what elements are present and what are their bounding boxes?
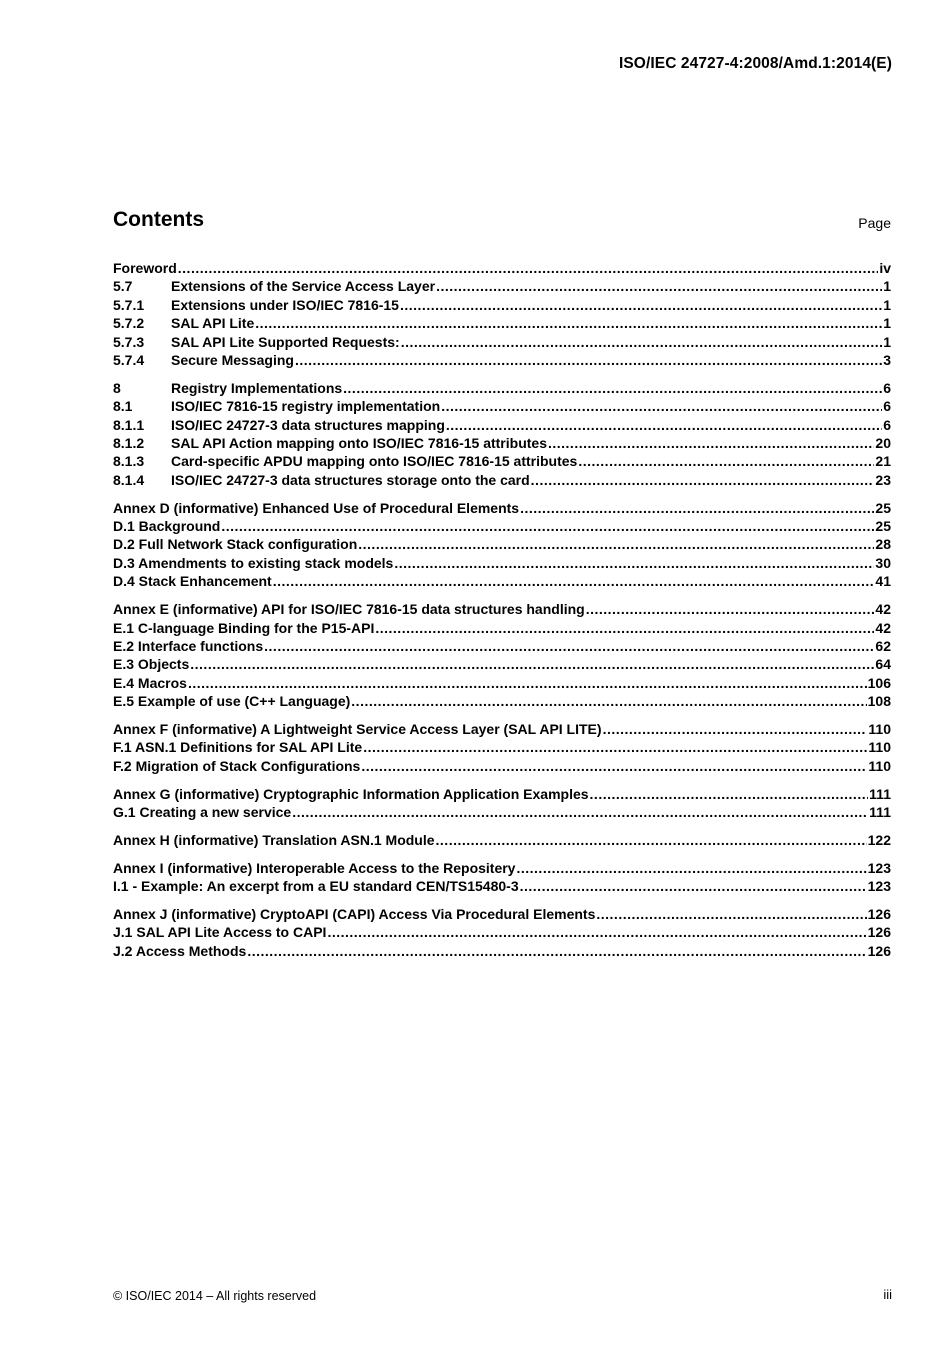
toc-entry-page: 30 bbox=[875, 554, 891, 571]
copyright-notice: © ISO/IEC 2014 – All rights reserved bbox=[113, 1289, 317, 1303]
toc-entry-page: 6 bbox=[883, 379, 891, 396]
toc-dot-leader bbox=[273, 572, 875, 590]
toc-dot-leader bbox=[590, 785, 869, 803]
toc-dot-leader bbox=[255, 314, 882, 332]
toc-entry[interactable] bbox=[113, 517, 891, 535]
toc-dot-leader bbox=[295, 351, 882, 369]
toc-entry[interactable] bbox=[113, 905, 891, 923]
toc-entry-title: D.3 Amendments to existing stack models bbox=[113, 554, 394, 571]
toc-entry-title: D.1 Background bbox=[113, 518, 221, 535]
toc-dot-leader bbox=[520, 877, 867, 895]
toc-entry-title: SAL API Action mapping onto ISO/IEC 7816-15 attributes bbox=[171, 435, 547, 451]
toc-entry-title: E.1 C-language Binding for the P15-API bbox=[113, 619, 375, 636]
toc-entry-title: Card-specific APDU mapping onto ISO/IEC 7816-15 attributes bbox=[171, 453, 578, 470]
toc-entry-page: 64 bbox=[875, 656, 891, 673]
toc-entry-title: Foreword bbox=[113, 259, 177, 276]
toc-entry[interactable] bbox=[113, 619, 891, 637]
toc-entry-page: 42 bbox=[875, 601, 891, 618]
toc-entry-title: Annex I (informative) Interoperable Access to the Repositery bbox=[113, 859, 516, 876]
toc-entry-title: J.2 Access Methods bbox=[113, 942, 247, 959]
toc-dot-leader bbox=[578, 452, 874, 470]
toc-entry[interactable] bbox=[113, 351, 891, 369]
toc-entry-title: Annex J (informative) CryptoAPI (CAPI) Access Via Procedural Elements bbox=[113, 906, 596, 923]
toc-entry-page: 6 bbox=[883, 416, 891, 433]
table-of-contents bbox=[113, 259, 891, 970]
toc-dot-leader bbox=[548, 434, 874, 452]
toc-entry[interactable] bbox=[113, 692, 891, 710]
toc-group bbox=[113, 785, 891, 822]
toc-entry[interactable] bbox=[113, 277, 891, 295]
toc-entry-page: iv bbox=[879, 259, 891, 276]
toc-group bbox=[113, 259, 891, 369]
toc-entry-page: 123 bbox=[867, 878, 891, 895]
toc-entry-title: E.4 Macros bbox=[113, 674, 187, 691]
toc-entry-page: 42 bbox=[875, 619, 891, 636]
toc-entry-page: 126 bbox=[867, 906, 891, 923]
toc-entry[interactable] bbox=[113, 942, 891, 960]
toc-entry-number: 5.7.3 bbox=[113, 333, 145, 350]
toc-dot-leader bbox=[221, 517, 874, 535]
toc-group bbox=[113, 905, 891, 960]
toc-entry-title: E.3 Objects bbox=[113, 656, 190, 673]
toc-entry[interactable] bbox=[113, 757, 891, 775]
toc-dot-leader bbox=[400, 296, 882, 314]
toc-entry-page: 25 bbox=[875, 499, 891, 516]
toc-entry-title: Annex G (informative) Cryptographic Information Application Examples bbox=[113, 785, 589, 802]
toc-entry[interactable] bbox=[113, 259, 891, 277]
toc-entry[interactable] bbox=[113, 924, 891, 942]
toc-entry-number: 8.1.4 bbox=[113, 471, 145, 488]
toc-dot-leader bbox=[190, 655, 874, 673]
toc-entry-number: 8 bbox=[113, 379, 121, 396]
toc-entry-page: 20 bbox=[875, 435, 891, 451]
toc-entry[interactable] bbox=[113, 803, 891, 821]
toc-entry-page: 122 bbox=[867, 831, 891, 848]
toc-entry-page: 110 bbox=[868, 757, 891, 774]
toc-entry-page: 1 bbox=[883, 296, 891, 313]
toc-entry-page: 41 bbox=[875, 573, 891, 590]
toc-dot-leader bbox=[446, 416, 882, 434]
toc-entry-page: 108 bbox=[867, 693, 891, 710]
standard-identifier: ISO/IEC 24727-4:2008/Amd.1:2014(E) bbox=[618, 55, 892, 72]
toc-entry-page: 25 bbox=[875, 518, 891, 535]
toc-group bbox=[113, 379, 891, 489]
toc-entry-page: 126 bbox=[867, 942, 891, 959]
toc-entry[interactable] bbox=[113, 416, 891, 434]
toc-dot-leader bbox=[436, 831, 867, 849]
toc-entry-page: 1 bbox=[883, 315, 891, 332]
toc-dot-leader bbox=[351, 692, 866, 710]
toc-entry-title: Annex D (informative) Enhanced Use of Procedural Elements bbox=[113, 499, 520, 516]
toc-dot-leader bbox=[520, 499, 874, 517]
toc-entry[interactable] bbox=[113, 554, 891, 572]
toc-entry-page: 110 bbox=[868, 739, 891, 756]
contents-header bbox=[113, 208, 891, 232]
toc-entry[interactable] bbox=[113, 831, 891, 849]
toc-entry-title: Secure Messaging bbox=[171, 351, 294, 368]
toc-entry[interactable] bbox=[113, 738, 891, 756]
toc-entry-title: Extensions of the Service Access Layer bbox=[171, 278, 436, 295]
toc-entry-number: 8.1.1 bbox=[113, 416, 145, 433]
toc-entry-page: 110 bbox=[868, 720, 891, 737]
toc-dot-leader bbox=[596, 905, 866, 923]
toc-entry-title: ISO/IEC 7816-15 registry implementation bbox=[171, 398, 441, 415]
toc-entry[interactable] bbox=[113, 637, 891, 655]
toc-entry-number: 8.1 bbox=[113, 398, 133, 415]
toc-entry-title: F.1 ASN.1 Definitions for SAL API Lite bbox=[113, 739, 363, 756]
toc-dot-leader bbox=[327, 924, 866, 942]
toc-dot-leader bbox=[441, 397, 882, 415]
contents-title: Contents bbox=[113, 208, 204, 231]
toc-entry-title: Extensions under ISO/IEC 7816-15 bbox=[171, 296, 399, 313]
toc-group bbox=[113, 600, 891, 710]
toc-group bbox=[113, 720, 891, 775]
toc-dot-leader bbox=[375, 619, 874, 637]
toc-entry[interactable] bbox=[113, 452, 891, 470]
toc-entry-page: 106 bbox=[867, 674, 891, 691]
toc-dot-leader bbox=[363, 738, 867, 756]
toc-dot-leader bbox=[401, 333, 883, 351]
toc-entry-title: D.4 Stack Enhancement bbox=[113, 573, 272, 590]
toc-entry-page: 111 bbox=[869, 785, 891, 802]
toc-group bbox=[113, 499, 891, 591]
toc-dot-leader bbox=[188, 674, 867, 692]
toc-entry[interactable] bbox=[113, 877, 891, 895]
toc-entry-title: D.2 Full Network Stack configuration bbox=[113, 536, 358, 553]
toc-entry-page: 123 bbox=[867, 859, 891, 876]
toc-entry-page: 23 bbox=[875, 471, 891, 488]
toc-entry-page: 1 bbox=[883, 333, 891, 350]
toc-entry-number: 5.7.1 bbox=[113, 296, 145, 313]
toc-group bbox=[113, 831, 891, 849]
toc-entry-page: 62 bbox=[875, 637, 891, 654]
toc-entry-title: Annex E (informative) API for ISO/IEC 7816-15 data structures handling bbox=[113, 601, 585, 618]
toc-dot-leader bbox=[394, 554, 874, 572]
page-column-label: Page bbox=[858, 215, 891, 231]
toc-entry-title: G.1 Creating a new service bbox=[113, 804, 292, 821]
toc-entry-page: 28 bbox=[875, 536, 891, 553]
toc-dot-leader bbox=[586, 600, 875, 618]
toc-entry[interactable] bbox=[113, 314, 891, 332]
toc-entry[interactable] bbox=[113, 572, 891, 590]
toc-entry-title: F.2 Migration of Stack Configurations bbox=[113, 757, 361, 774]
toc-dot-leader bbox=[178, 259, 879, 277]
toc-dot-leader bbox=[358, 535, 874, 553]
toc-entry-title: SAL API Lite bbox=[171, 315, 255, 332]
toc-entry-page: 21 bbox=[875, 453, 891, 470]
toc-entry[interactable] bbox=[113, 655, 891, 673]
toc-entry[interactable] bbox=[113, 674, 891, 692]
toc-dot-leader bbox=[436, 277, 882, 295]
toc-entry-page: 126 bbox=[867, 924, 891, 941]
toc-dot-leader bbox=[603, 720, 868, 738]
toc-entry-page: 6 bbox=[883, 398, 891, 415]
toc-entry-number: 5.7.2 bbox=[113, 315, 145, 332]
toc-entry-number: 5.7 bbox=[113, 278, 133, 295]
toc-entry-title: E.2 Interface functions bbox=[113, 637, 264, 654]
toc-dot-leader bbox=[343, 379, 882, 397]
toc-entry[interactable] bbox=[113, 333, 891, 351]
toc-entry[interactable] bbox=[113, 785, 891, 803]
toc-entry[interactable] bbox=[113, 720, 891, 738]
toc-entry-title: SAL API Lite Supported Requests: bbox=[171, 333, 400, 350]
toc-dot-leader bbox=[247, 942, 866, 960]
toc-entry[interactable] bbox=[113, 296, 891, 314]
toc-entry-number: 8.1.3 bbox=[113, 453, 145, 470]
toc-entry-title: ISO/IEC 24727-3 data structures mapping bbox=[171, 416, 445, 433]
toc-entry[interactable] bbox=[113, 600, 891, 618]
toc-dot-leader bbox=[292, 803, 868, 821]
toc-entry[interactable] bbox=[113, 434, 891, 452]
toc-dot-leader bbox=[264, 637, 874, 655]
toc-entry-page: 111 bbox=[869, 804, 891, 821]
toc-entry-number: 8.1.2 bbox=[113, 435, 145, 451]
toc-entry-title: E.5 Example of use (C++ Language) bbox=[113, 693, 351, 710]
toc-entry-title: J.1 SAL API Lite Access to CAPI bbox=[113, 924, 327, 941]
toc-dot-leader bbox=[516, 859, 866, 877]
toc-entry-title: I.1 - Example: An excerpt from a EU standard CEN/TS15480-3 bbox=[113, 878, 519, 895]
toc-entry-page: 3 bbox=[883, 351, 891, 368]
toc-dot-leader bbox=[361, 757, 867, 775]
toc-entry[interactable] bbox=[113, 379, 891, 397]
toc-entry-number: 5.7.4 bbox=[113, 351, 145, 368]
toc-entry-title: Annex F (informative) A Lightweight Service Access Layer (SAL API LITE) bbox=[113, 720, 602, 737]
toc-entry-title: Registry Implementations bbox=[171, 379, 343, 396]
toc-entry-title: Annex H (informative) Translation ASN.1 Module bbox=[113, 831, 435, 848]
toc-entry-page: 1 bbox=[883, 278, 891, 295]
toc-entry[interactable] bbox=[113, 471, 891, 489]
toc-entry-title: ISO/IEC 24727-3 data structures storage onto the card bbox=[171, 471, 530, 488]
page-number: iii bbox=[883, 1287, 892, 1302]
toc-dot-leader bbox=[531, 471, 875, 489]
toc-entry[interactable] bbox=[113, 499, 891, 517]
toc-group bbox=[113, 859, 891, 896]
toc-entry[interactable] bbox=[113, 535, 891, 553]
toc-entry[interactable] bbox=[113, 859, 891, 877]
toc-entry[interactable] bbox=[113, 397, 891, 415]
